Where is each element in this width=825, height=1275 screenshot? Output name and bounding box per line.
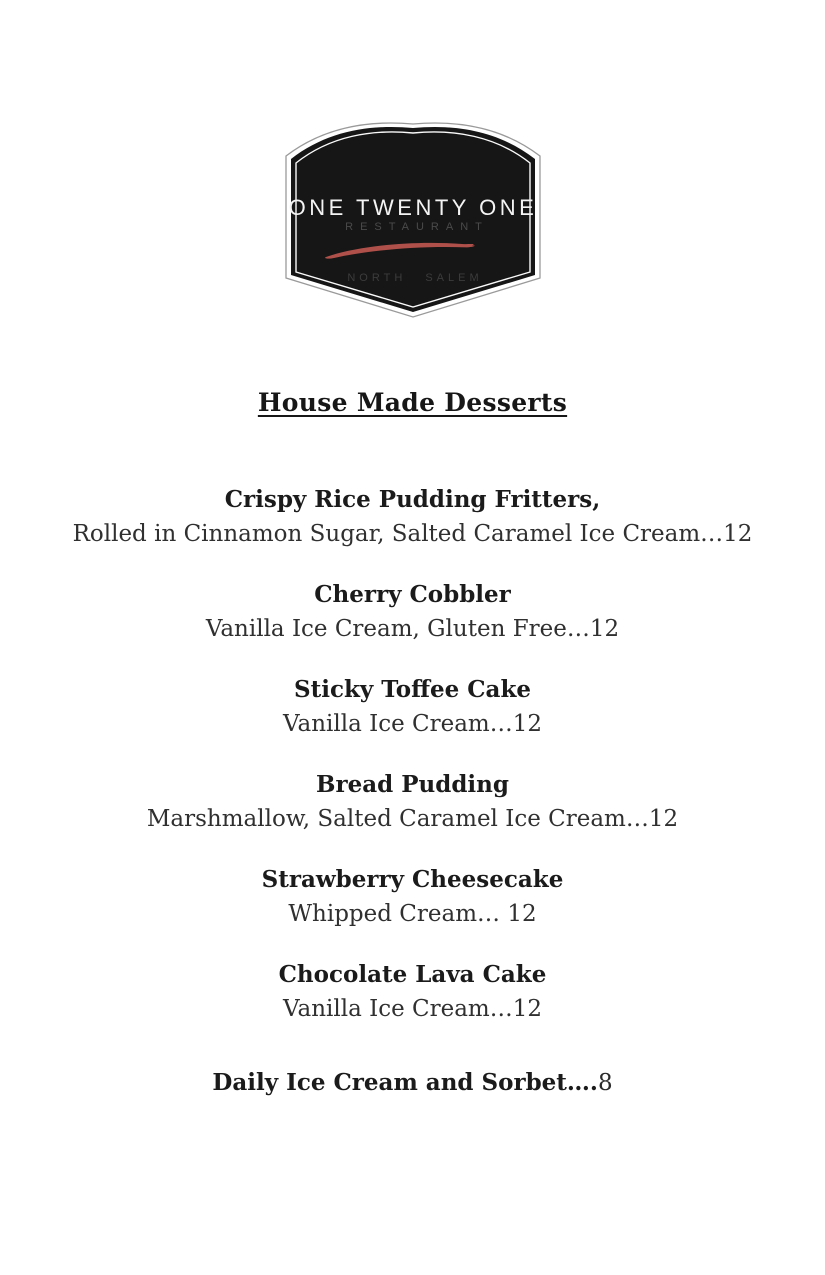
item-description: Vanilla Ice Cream…12	[283, 711, 542, 737]
item-description: Rolled in Cinnamon Sugar, Salted Caramel Ice Cream…12	[72, 521, 753, 547]
item-description: Vanilla Ice Cream, Gluten Free…12	[205, 616, 620, 642]
item-name: Sticky Toffee Cake	[293, 676, 532, 703]
item-name: Chocolate Lava Cake	[278, 961, 547, 988]
menu-item-crispy-rice-pudding-fritters	[0, 483, 825, 551]
item-name: Crispy Rice Pudding Fritters,	[224, 486, 601, 513]
menu-item-sticky-toffee-cake	[0, 673, 825, 741]
menu-heading: House Made Desserts	[257, 388, 568, 417]
item-name: Cherry Cobbler	[314, 581, 511, 608]
logo-location: NORTH SALEM	[346, 272, 483, 284]
item-name: Daily Ice Cream and Sorbet….	[212, 1069, 598, 1096]
menu-item-daily-ice-cream-and-sorbet	[0, 1066, 825, 1100]
item-name: Strawberry Cheesecake	[261, 866, 564, 893]
menu-item-cherry-cobbler	[0, 578, 825, 646]
menu-items-list	[0, 483, 825, 1100]
logo-restaurant-name: ONE TWENTY ONE	[288, 195, 537, 220]
menu-item-bread-pudding	[0, 768, 825, 836]
item-description: Marshmallow, Salted Caramel Ice Cream…12	[146, 806, 679, 832]
menu-item-strawberry-cheesecake	[0, 863, 825, 931]
menu-item-chocolate-lava-cake	[0, 958, 825, 1026]
item-description: Whipped Cream… 12	[288, 901, 537, 927]
restaurant-logo	[0, 0, 825, 320]
logo-badge	[284, 118, 542, 320]
item-price: 8	[597, 1070, 613, 1096]
item-name: Bread Pudding	[316, 771, 509, 798]
logo-restaurant-word: RESTAURANT	[344, 221, 489, 233]
item-description: Vanilla Ice Cream…12	[283, 996, 542, 1022]
